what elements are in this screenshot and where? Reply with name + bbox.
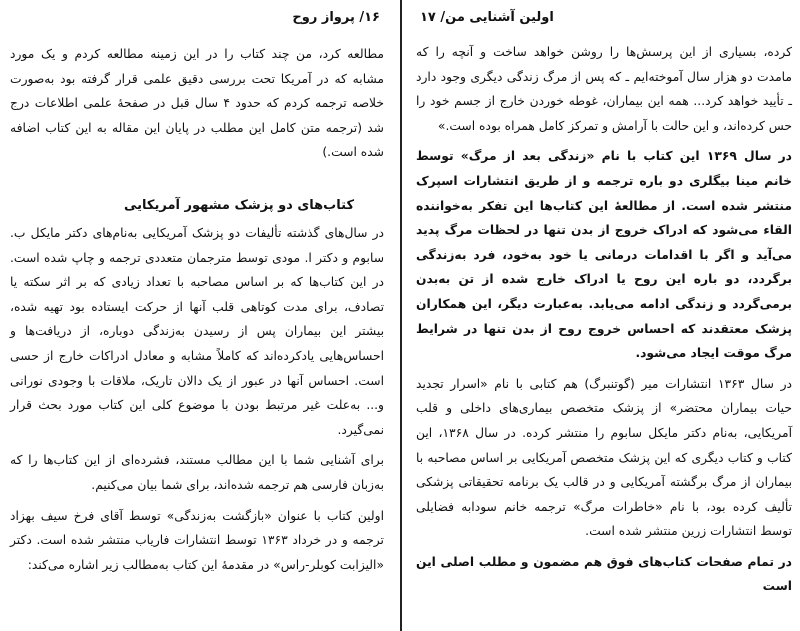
right-page: [404, 0, 800, 631]
left-page: [0, 0, 398, 631]
paragraph: برای آشنایی شما با این مطالب مستند، فشرده‌ای از این کتاب‌ها را که به‌زبان فارسی هم ترجمه شده‌اند، برای شما بیان می‌کنیم.: [10, 453, 384, 492]
paragraph: مطالعه کرد، من چند کتاب را در این زمینه مطالعه کردم و یک مورد مشابه که در آمریکا تحت بررسی دقیق علمی قرار گرفته بود به‌صورت خلاصه ترجمه کردم که حدود ۴ سال قبل در صفحهٔ علمی اطلاعات درج شد (ترجمه متن کامل این مطلب در پایان این مقاله به این کتاب اضافه شده است.): [10, 47, 384, 160]
paragraph: در سال ۱۳۶۳ انتشارات میر (گوتنبرگ) هم کتابی با نام «اسرار تجدید حیات بیماران محتضر» از پزشک متخصص بیماری‌های داخلی و قلب آمریکایی، به‌نام دکتر مایکل سابوم را منتشر کرده. در سال ۱۳۶۸، این کتاب و کتاب دیگری که این پزشک متخصص آمریکایی بر اساس مصاحبه با بیماران از مرگ برگشته آمریکایی و در قالب یک برنامه تحقیقاتی پزشکی تألیف کرده بود، با نام «خاطرات مرگ» ترجمه خانم سودابه فضایلی توسط انتشارات زرین منتشر شده است.: [416, 376, 793, 539]
paragraph: در تمام صفحات کتاب‌های فوق هم مضمون و مطلب اصلی این است: [416, 554, 792, 594]
paragraph: در سال ۱۳۶۹ این کتاب با نام «زندگی بعد از مرگ» توسط خانم مینا بیگلری دو باره ترجمه و از طریق انتشارات اسپرک منتشر شده است. از مطالعهٔ این کتاب‌ها این تفکر به‌خواننده القاء می‌شود که ادراک خروج از بدن تنها در لحظات مرگ پدید می‌آید و اگر با اقدامات درمانی یا خود به‌خود، فرد به‌زندگی برگردد، دو باره این روح یا ادراک خارج شده از تن به‌بدن برمی‌گردد و زندگی ادامه می‌یابد. به‌عبارت دیگر، این همکاران پزشک معتقدند که احساس خروج روح از بدن تنها در شرایط مرگ موقت ایجاد می‌شود.: [416, 149, 792, 361]
page-body: [10, 42, 384, 577]
page-body: [416, 40, 792, 599]
running-head: ۱۶/ پرواز روح: [292, 10, 380, 25]
running-head: اولین آشنایی من/ ۱۷: [420, 10, 554, 25]
paragraph: در سال‌های گذشته تألیفات دو پزشک آمریکایی به‌نام‌های دکتر مایکل ب. سابوم و دکتر ا. مودی توسط مترجمان متعددی ترجمه و چاپ شده است. در این کتاب‌ها که بر اساس مصاحبه با تعداد زیادی که بر اثر سکته یا تصادف، برای مدت کوتاهی قلب آنها از حرکت ایستاده بود تهیه شده، بیشتر این بیماران پس از رسیدن به‌زندگی دوباره، از دریافت‌ها و احساس‌هایی یادکرده‌اند که کاملاً مشابه و معادل ادراکات خارج از حسی است. احساس آنها در عبور از یک دالان تاریک، ملاقات با وجودی نورانی و... به‌علت غیر مرتبط بودن با موضوع کلی این کتاب مورد بحث قرار نمی‌گیرد.: [10, 225, 384, 437]
paragraph: اولین کتاب با عنوان «بازگشت به‌زندگی» توسط آقای فرخ سیف بهزاد ترجمه و در خرداد ۱۳۶۳ توسط انتشارات فاریاب منتشر شده است. دکتر «الیزابت کوبلر-راس» در مقدمهٔ این کتاب به‌مطالب زیر اشاره می‌کند:: [10, 508, 384, 572]
paragraph: کرده، بسیاری از این پرسش‌ها را روشن خواهد ساخت و آنچه را که مامدت دو هزار سال آموخته‌ایم ـ که پس از مرگ زندگی دیگری وجود دارد ـ تأیید خواهد کرد... همه این بیماران، غوطه خوردن خارج از جسم خود را حس کرده‌اند، و این حالت با آرامش و تمرکز کامل همراه بوده است.»: [416, 45, 792, 133]
page-header: [10, 0, 384, 34]
page-header: [416, 0, 792, 34]
page-divider: [400, 0, 402, 631]
section-heading: کتاب‌های دو پزشک مشهور آمریکایی: [124, 197, 354, 213]
